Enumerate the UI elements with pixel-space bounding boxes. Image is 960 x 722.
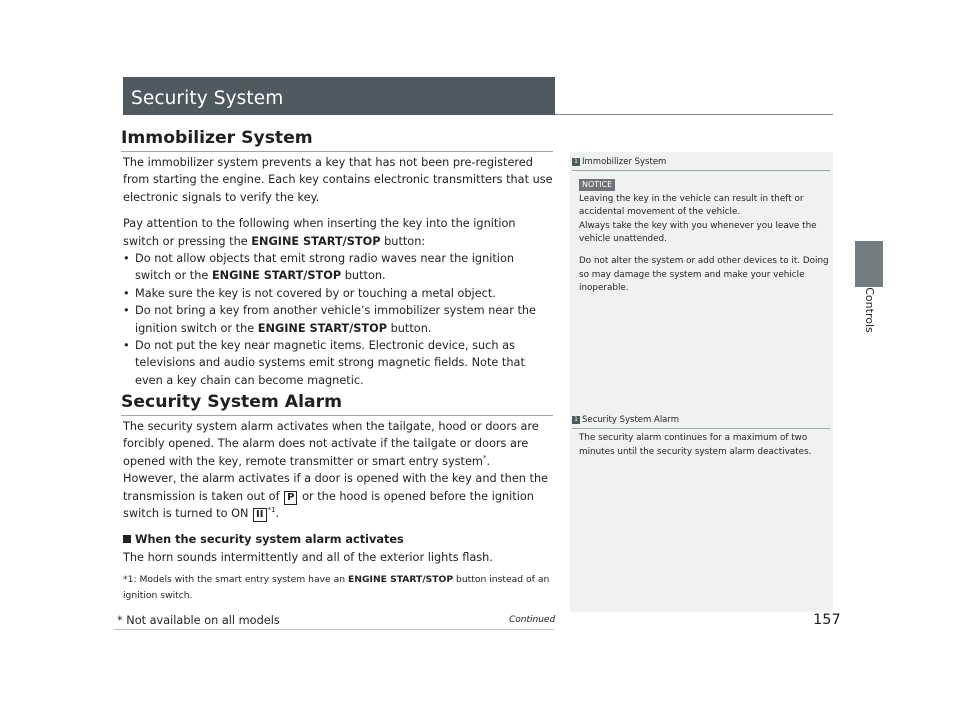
note-text: Do not alter the system or add other devices to it. Doing so may damage the system and make your vehicle inoperable. bbox=[579, 255, 829, 294]
notice-text: Leaving the key in the vehicle can result in theft or accidental movement of the vehicle. bbox=[579, 193, 804, 218]
alarm-subtext: The horn sounds intermittently and all of the exterior lights flash. bbox=[123, 550, 493, 564]
note-immobilizer bbox=[572, 157, 830, 296]
section-title: Security System bbox=[131, 88, 284, 109]
ignition-on-indicator: II bbox=[253, 508, 266, 522]
gear-park-indicator: P bbox=[284, 491, 297, 505]
note-marker-icon: 1 bbox=[572, 416, 580, 424]
list-item: • Do not put the key near magnetic items. Electronic device, such as televisions and audio systems emit strong magnetic fields. Note that even a key chain can become magnetic. bbox=[123, 337, 553, 389]
alarm-paragraph-2: However, the alarm activates if a door is opened with the key and then the transmission is taken out of P or the hood is opened before the ignition switch is turned to ON II $^{*1}$. bbox=[123, 472, 549, 521]
chapter-tab-marker bbox=[855, 241, 883, 287]
list-item: • Do not bring a key from another vehicle’s immobilizer system near the ignition switch or the ENGINE START/STOP button. bbox=[123, 302, 553, 337]
list-item: • Make sure the key is not covered by or touching a metal object. bbox=[123, 285, 553, 302]
footer-rule bbox=[114, 629, 554, 630]
note-title: 1 Immobilizer System bbox=[572, 157, 830, 167]
immobilizer-instructions bbox=[123, 215, 553, 250]
immobilizer-paragraph: The immobilizer system prevents a key that has not been pre-registered from starting the engine. Each key contains electronic transmitters that use electronic signals to verify the key. bbox=[123, 156, 553, 204]
alarm-heading: Security System Alarm bbox=[121, 392, 342, 412]
alarm-body bbox=[123, 418, 553, 603]
square-bullet-icon bbox=[123, 535, 131, 543]
note-text: The security alarm continues for a maximum of two minutes until the security system alarm deactivates. bbox=[579, 433, 812, 457]
note-body bbox=[572, 432, 830, 459]
note-title: 1 Security System Alarm bbox=[572, 415, 830, 425]
note-rule bbox=[572, 170, 830, 171]
notice-badge: NOTICE bbox=[579, 179, 615, 191]
instructions-text: Pay attention to the following when inserting the key into the ignition switch or pressing the bbox=[123, 217, 516, 248]
instructions-tail: button: bbox=[384, 234, 426, 248]
immobilizer-heading-rule bbox=[121, 151, 553, 152]
immobilizer-body bbox=[123, 154, 553, 389]
immobilizer-bullet-list bbox=[123, 250, 553, 389]
notice-text-2: Always take the key with you whenever you leave the vehicle unattended. bbox=[579, 220, 817, 245]
banner-divider bbox=[555, 114, 833, 115]
chapter-tab-label: Controls bbox=[863, 287, 876, 333]
immobilizer-heading: Immobilizer System bbox=[121, 128, 313, 148]
continued-label: Continued bbox=[509, 615, 556, 625]
note-rule bbox=[572, 428, 830, 429]
note-body bbox=[572, 179, 830, 296]
alarm-subheading: When the security system alarm activates bbox=[123, 531, 553, 548]
page-number: 157 bbox=[813, 612, 841, 628]
alarm-heading-rule bbox=[121, 415, 553, 416]
note-marker-icon: 1 bbox=[572, 158, 580, 166]
engine-start-stop-label: ENGINE START/STOP bbox=[251, 234, 381, 248]
immobilizer-heading-block bbox=[121, 128, 313, 148]
alarm-heading-block bbox=[121, 392, 342, 412]
section-banner bbox=[123, 77, 555, 115]
alarm-paragraph: The security system alarm activates when the tailgate, hood or doors are forcibly opened. The alarm does not activate if the tailgate or doors are opened with the key, remote transmitter or smart entry system*. bbox=[123, 420, 539, 468]
alarm-footnote: *1: Models with the smart entry system have an ENGINE START/STOP button instead of an ignition switch. bbox=[123, 574, 550, 601]
note-alarm bbox=[572, 415, 830, 459]
list-item: • Do not allow objects that emit strong radio waves near the ignition switch or the ENGINE START/STOP button. bbox=[123, 250, 553, 285]
availability-note: * Not available on all models bbox=[117, 614, 280, 627]
